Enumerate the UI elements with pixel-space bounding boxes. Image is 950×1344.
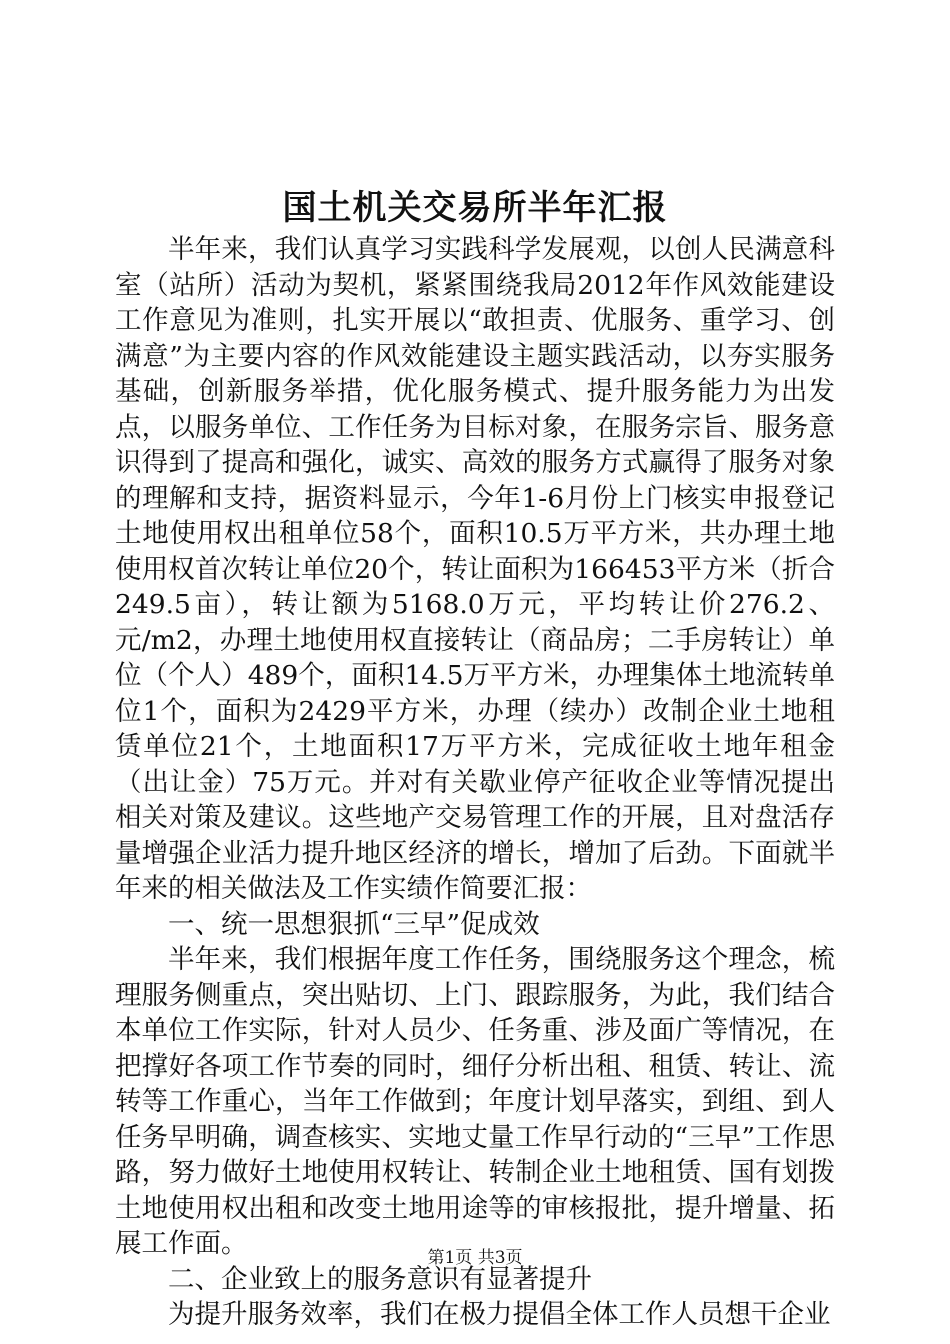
section-heading-2: 二、企业致上的服务意识有显著提升 <box>168 1263 592 1295</box>
page-footer: 第1页 共3页 <box>427 1248 523 1268</box>
document-title: 国土机关交易所半年汇报 <box>282 188 668 228</box>
section-2-paragraph: 为提升服务效率，我们在极力提倡全体工作人员想干企业 <box>168 1299 831 1330</box>
section-1-paragraph: 半年来，我们根据年度工作任务，围绕服务这个理念，梳理服务侧重点，突出贴切、上门、跟踪服务，为此，我们结合本单位工作实际，针对人员少、任务重、涉及面广等情况，在把撑好各项工作节奏的同时，细仔分析出租、租赁、转让、流转等工作重心，当年工作做到；年度计划早落实，到组、到人任务早明确，调查核实、实地丈量工作早行动的“三早”工作思路，努力做好土地使用权转让、转制企业土地租赁、国有划拨土地使用权出租和改变土地用途等的审核报批，提升增量、拓展工作面。 <box>115 944 835 1259</box>
section-heading-1: 一、统一思想狠抓“三早”促成效 <box>168 908 540 940</box>
document-body <box>115 232 835 1333</box>
intro-paragraph: 半年来，我们认真学习实践科学发展观，以创人民满意科室（站所）活动为契机，紧紧围绕我局2012年作风效能建设工作意见为准则，扎实开展以“敢担责、优服务、重学习、创满意”为主要内容的作风效能建设主题实践活动，以夯实服务基础，创新服务举措，优化服务模式、提升服务能力为出发点，以服务单位、工作任务为目标对象，在服务宗旨、服务意识得到了提高和强化，诚实、高效的服务方式赢得了服务对象的理解和支持，据资料显示，今年1-6月份上门核实申报登记土地使用权出租单位58个，面积10.5万平方米，共办理土地使用权首次转让单位20个，转让面积为166453平方米（折合249.5亩），转让额为5168.0万元，平均转让价276.2、元/m2，办理土地使用权直接转让（商品房；二手房转让）单位（个人）489个，面积14.5万平方米，办理集体土地流转单位1个，面积为2429平方米，办理（续办）改制企业土地租赁单位21个，土地面积17万平方米，完成征收土地年租金（出让金）75万元。并对有关歇业停产征收企业等情况提出相关对策及建议。这些地产交易管理工作的开展，且对盘活存量增强企业活力提升地区经济的增长，增加了后劲。下面就半年来的相关做法及工作实绩作简要汇报： <box>115 234 835 904</box>
